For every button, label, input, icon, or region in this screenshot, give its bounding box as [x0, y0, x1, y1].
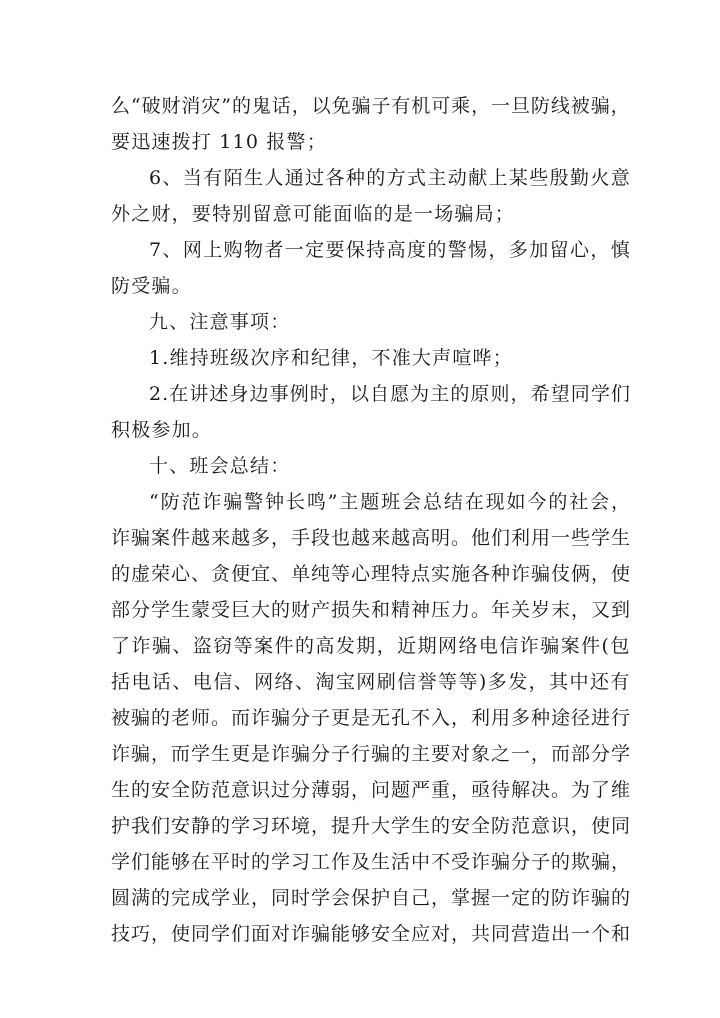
text-line: 诈骗案件越来越多，手段也越来越高明。他们利用一些学生 — [111, 527, 632, 549]
text-line: 么“破财消灾”的鬼话，以免骗子有机可乘，一旦防线被骗， — [111, 95, 631, 117]
text-line: 积极参加。 — [111, 419, 213, 441]
text-line: 圆满的完成学业，同时学会保护自己，掌握一定的防诈骗的 — [111, 887, 632, 909]
text-line: 2.在讲述身边事例时，以自愿为主的原则，希望同学们 — [149, 383, 632, 405]
text-line: “防范诈骗警钟长鸣”主题班会总结在现如今的社会， — [149, 491, 632, 513]
text-line: 诈骗，而学生更是诈骗分子行骗的主要对象之一，而部分学 — [111, 743, 632, 765]
text-line: 了诈骗、盗窃等案件的高发期，近期网络电信诈骗案件(包 — [111, 635, 631, 657]
text-line: 生的安全防范意识过分薄弱，问题严重，亟待解决。为了维 — [111, 779, 632, 801]
text-line: 技巧，使同学们面对诈骗能够安全应对，共同营造出一个和 — [111, 923, 632, 945]
text-line: 护我们安静的学习环境，提升大学生的安全防范意识，使同 — [111, 815, 632, 837]
text-line: 外之财，要特别留意可能面临的是一场骗局； — [111, 203, 516, 225]
text-line: 部分学生蒙受巨大的财产损失和精神压力。年关岁末，又到 — [111, 599, 632, 621]
text-line: 7、网上购物者一定要保持高度的警惕，多加留心，慎 — [149, 239, 632, 261]
text-line: 被骗的老师。而诈骗分子更是无孔不入，利用多种途径进行 — [111, 707, 632, 729]
text-line: 学们能够在平时的学习工作及生活中不受诈骗分子的欺骗， — [111, 851, 632, 873]
text-line: 6、当有陌生人通过各种的方式主动献上某些殷勤火意 — [149, 167, 632, 189]
section-heading: 十、班会总结： — [149, 455, 291, 477]
text-line: 要迅速拨打 110 报警； — [111, 131, 327, 153]
text-line: 括电话、电信、网络、淘宝网刷信誉等等)多发，其中还有 — [111, 671, 631, 693]
section-heading: 九、注意事项： — [149, 311, 291, 333]
text-line: 1.维持班级次序和纪律，不准大声喧哗； — [149, 347, 513, 369]
text-line: 防受骗。 — [111, 275, 192, 297]
text-line: 的虚荣心、贪便宜、单纯等心理特点实施各种诈骗伎俩，使 — [111, 563, 632, 585]
